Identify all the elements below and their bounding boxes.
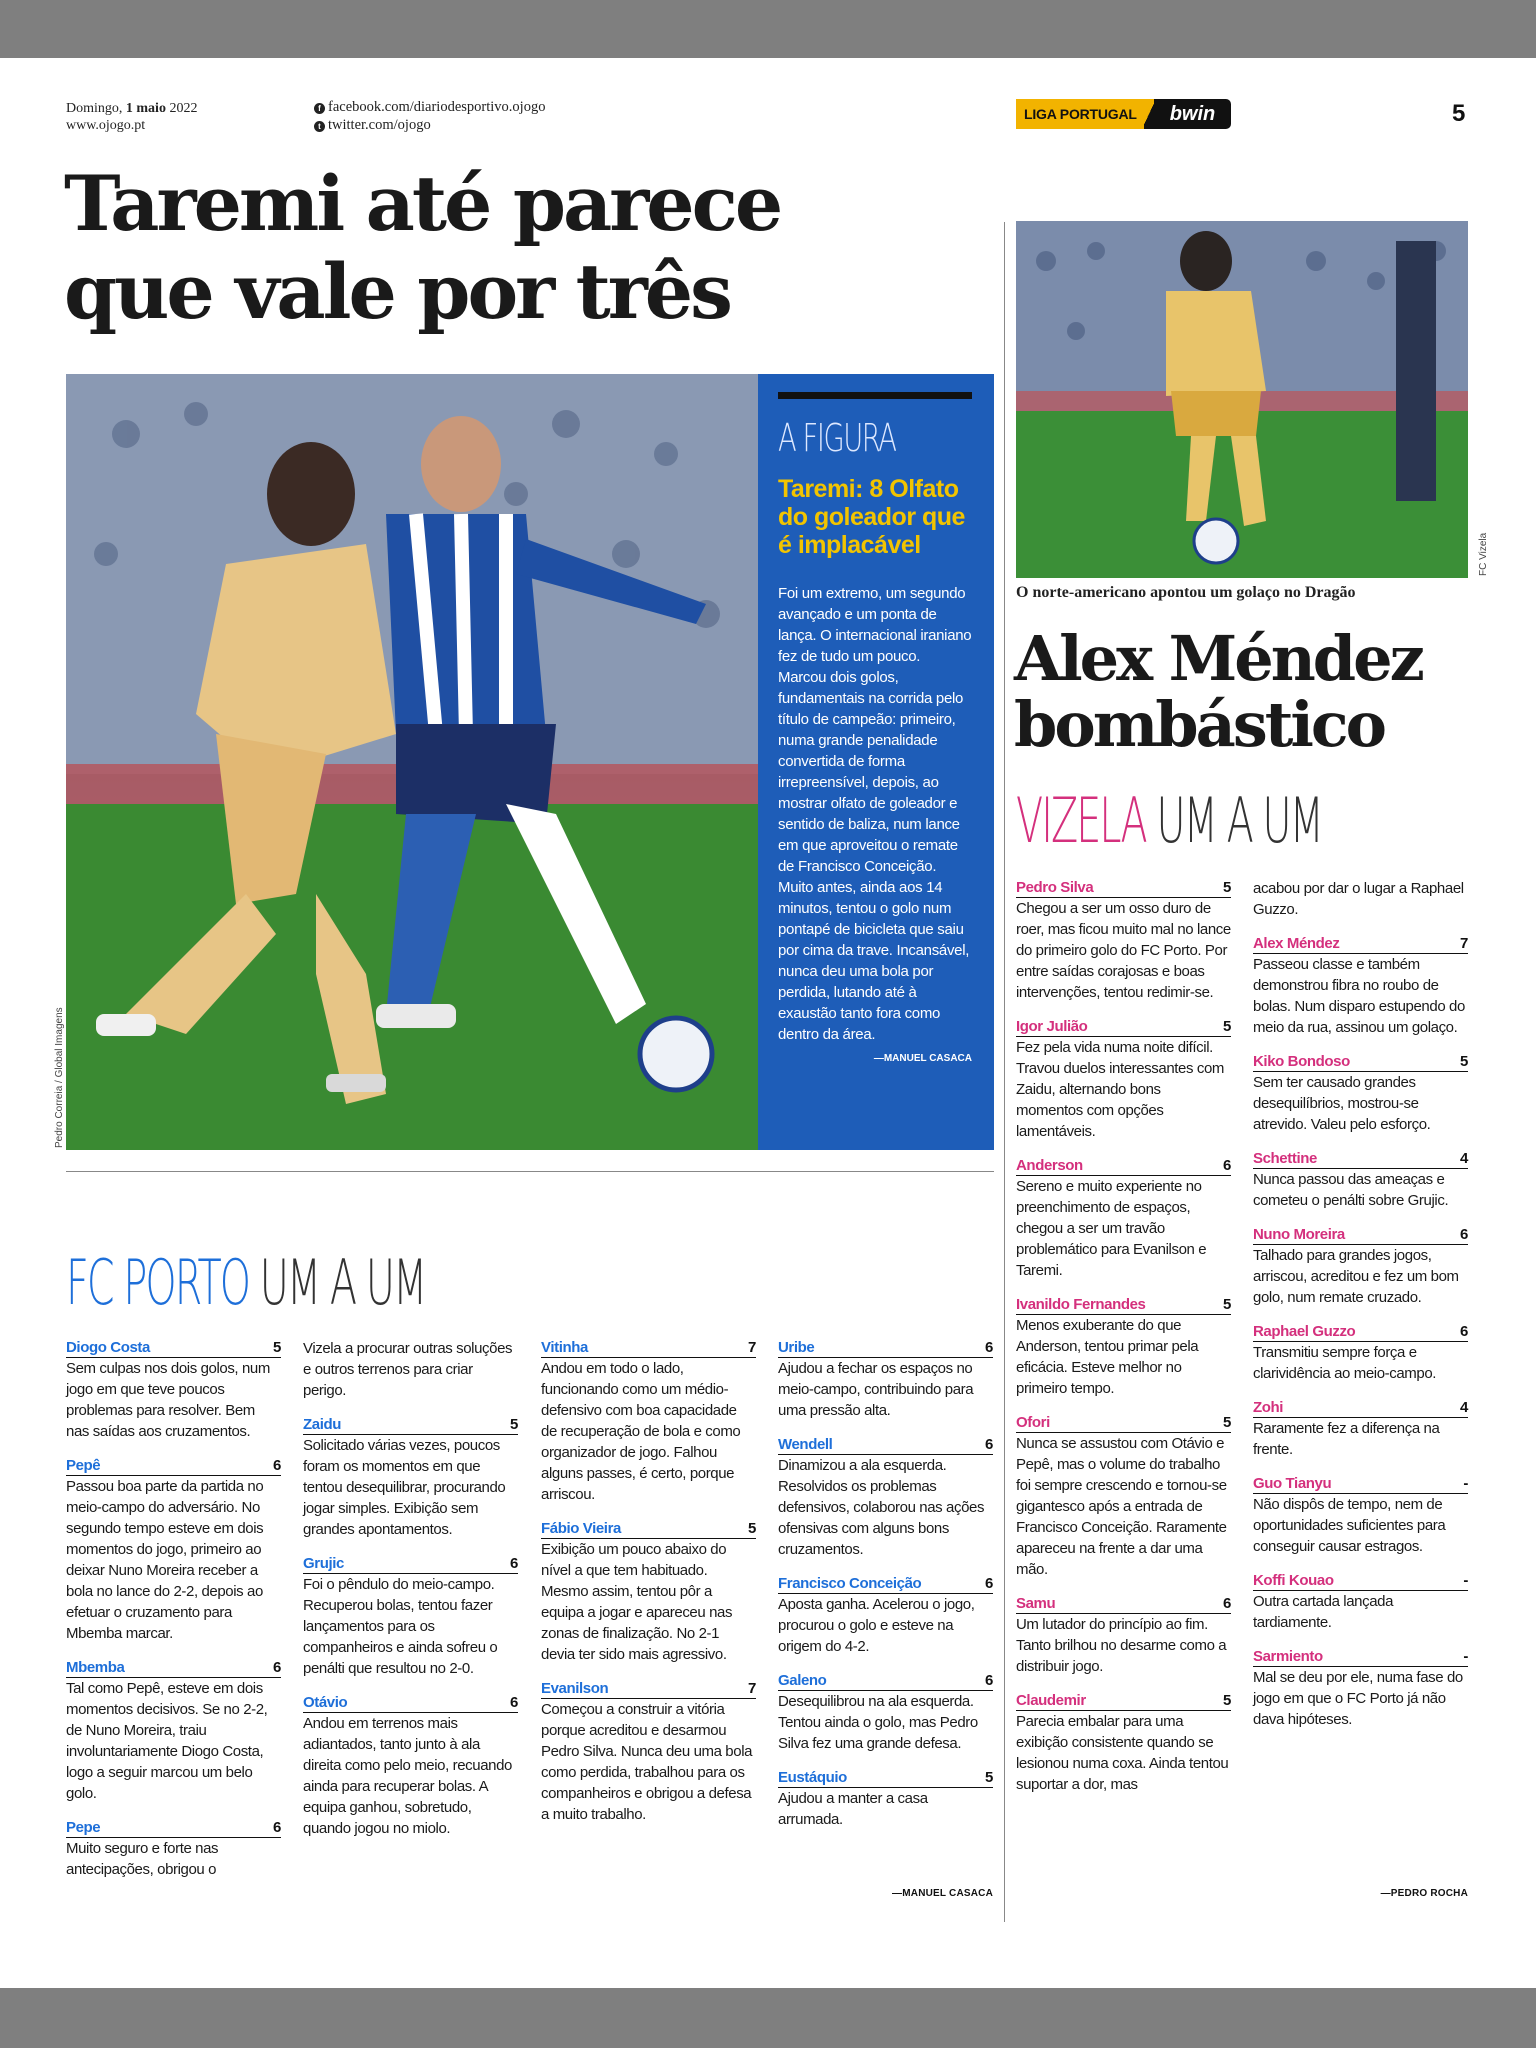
player-name: Koffi Kouao: [1253, 1572, 1334, 1589]
player-name-row: [1253, 1398, 1468, 1418]
side-photo-caption: O norte-americano apontou um golaço no Dragão: [1016, 584, 1356, 601]
player-name: Francisco Conceição: [778, 1575, 922, 1592]
player-score: 6: [273, 1457, 281, 1474]
porto-title-rest: UM A UM: [259, 1246, 426, 1319]
player-rating: [1016, 1295, 1231, 1399]
player-score: 6: [273, 1659, 281, 1676]
player-comment: Muito seguro e forte nas antecipações, obrigou o: [66, 1840, 219, 1878]
player-name: Diogo Costa: [66, 1339, 150, 1356]
player-illustration: [1016, 221, 1468, 578]
player-rating: [303, 1554, 518, 1679]
player-score: 6: [510, 1694, 518, 1711]
player-name-row: [1016, 1295, 1231, 1315]
player-name-row: [303, 1554, 518, 1574]
player-rating: [541, 1338, 756, 1505]
section-divider: [66, 1171, 994, 1172]
player-comment: Exibição um pouco abaixo do nível a que tem habituado. Mesmo assim, tentou pôr a equipa a jogar e apareceu nas zonas de finalização. No 2-1 devia ter sido mais agressivo.: [541, 1541, 733, 1663]
player-name-row: [778, 1338, 993, 1358]
player-name-row: [1253, 1571, 1468, 1591]
player-rating: [1253, 1398, 1468, 1460]
player-score: 6: [1223, 1595, 1231, 1612]
player-name: Otávio: [303, 1694, 348, 1711]
column-divider: [1004, 222, 1005, 1922]
viewer-top-bar: [0, 0, 1536, 58]
figura-title: Taremi: 8 Olfato do goleador que é implacável: [778, 475, 965, 559]
player-name-row: [66, 1456, 281, 1476]
player-name: Anderson: [1016, 1157, 1083, 1174]
player-comment: Chegou a ser um osso duro de roer, mas ficou muito mal no lance do primeiro golo do FC Porto. Por entre saídas corajosas e boas intervenções, tentou redimir-se.: [1016, 900, 1231, 1001]
player-comment: Andou em todo o lado, funcionando como um médio-defensivo com boa capacidade de recuperação de bola e como organizador de jogo. Falhou alguns passes, é certo, porque arriscou.: [541, 1360, 741, 1503]
player-rating: [778, 1338, 993, 1421]
player-rating: [1016, 1413, 1231, 1580]
player-score: -: [1463, 1648, 1468, 1665]
player-name-row: [1016, 1156, 1231, 1176]
player-score: 7: [748, 1339, 756, 1356]
player-rating: [1016, 1017, 1231, 1142]
player-score: 6: [985, 1436, 993, 1453]
date-bold: 1 maio: [125, 101, 166, 116]
player-name: Claudemir: [1016, 1692, 1086, 1709]
date-year: 2022: [169, 101, 198, 116]
website: www.ojogo.pt: [66, 118, 146, 133]
player-comment: Ajudou a fechar os espaços no meio-campo, contribuindo para uma pressão alta.: [778, 1360, 974, 1419]
player-name: Mbemba: [66, 1659, 125, 1676]
player-score: 5: [1223, 1018, 1231, 1035]
player-name: Evanilson: [541, 1680, 609, 1697]
player-score: 6: [273, 1819, 281, 1836]
player-score: 6: [1460, 1323, 1468, 1340]
player-name-row: [778, 1671, 993, 1691]
player-score: 6: [985, 1575, 993, 1592]
player-name: Galeno: [778, 1672, 827, 1689]
player-comment: Outra cartada lançada tardiamente.: [1253, 1593, 1394, 1631]
player-score: 6: [985, 1672, 993, 1689]
player-rating: [66, 1338, 281, 1442]
porto-signature: —MANUEL CASACA: [892, 1888, 993, 1899]
player-rating: [1253, 1571, 1468, 1633]
player-rating: [1253, 1474, 1468, 1557]
figura-rule: [778, 392, 972, 399]
player-score: 5: [1223, 1692, 1231, 1709]
facebook-icon: f: [314, 103, 325, 114]
player-name: Guo Tianyu: [1253, 1475, 1332, 1492]
player-rating: [1253, 1052, 1468, 1135]
player-comment: Um lutador do princípio ao fim. Tanto brilhou no desarme como a distribuir jogo.: [1016, 1616, 1227, 1675]
player-name: Alex Méndez: [1253, 935, 1340, 952]
player-name-row: [541, 1519, 756, 1539]
player-name-row: [778, 1574, 993, 1594]
side-photo-credit: FC Vizela: [1478, 532, 1489, 576]
player-rating: [1253, 934, 1468, 1038]
player-rating: [1253, 1225, 1468, 1308]
player-name-row: [1016, 1691, 1231, 1711]
player-comment: Andou em terrenos mais adiantados, tanto junto à ala direita como pelo meio, recuando ainda para recuperar bolas. A equipa ganhou, sobretudo, quando jogou no miolo.: [303, 1715, 512, 1837]
player-name-row: [303, 1693, 518, 1713]
player-comment: Não dispôs de tempo, nem de oportunidades suficientes para conseguir causar estragos.: [1253, 1496, 1446, 1555]
player-name-row: [66, 1338, 281, 1358]
player-name-row: [1016, 878, 1231, 898]
main-headline: Taremi até parece que vale por três: [64, 159, 781, 336]
player-comment: Sem culpas nos dois golos, num jogo em que teve poucos problemas para resolver. Bem nas saídas aos cruzamentos.: [66, 1360, 270, 1440]
player-name: Schettine: [1253, 1150, 1317, 1167]
porto-col2-lead: Vizela a procurar outras soluções e outros terrenos para criar perigo.: [303, 1340, 513, 1399]
player-score: 5: [273, 1339, 281, 1356]
figura-body: Foi um extremo, um segundo avançado e um ponta de lança. O internacional iraniano fez de tudo um pouco. Marcou dois golos, fundamentais na corrida pelo título de campeão: primeiro, numa grande penalidade convertida de forma irrepreensível, depois, ao mostrar olfato de goleador e sentido de baliza, num lance em que aproveitou o remate de Francisco Conceição. Muito antes, ainda aos 14 minutos, tentou o golo num pontapé de bicicleta que saiu por cima da trave. Incansável, nunca deu uma bola por perdida, lutando até à exaustão tanto fora como dentro da área.: [778, 585, 972, 1043]
player-name: Pepê: [66, 1457, 101, 1474]
player-rating: [66, 1658, 281, 1804]
player-score: 7: [748, 1680, 756, 1697]
side-headline: Alex Méndez bombástico: [1014, 622, 1422, 761]
player-name: Zohi: [1253, 1399, 1284, 1416]
player-name: Grujic: [303, 1555, 344, 1572]
vizela-signature: —PEDRO ROCHA: [1380, 1888, 1468, 1899]
date-prefix: Domingo,: [66, 101, 123, 116]
player-comment: Menos exuberante do que Anderson, tentou primar pela eficácia. Esteve melhor no primeiro tempo.: [1016, 1317, 1199, 1397]
player-rating: [66, 1818, 281, 1880]
player-score: 6: [510, 1555, 518, 1572]
player-name: Eustáquio: [778, 1769, 847, 1786]
player-rating: [541, 1519, 756, 1665]
player-rating: [1016, 1594, 1231, 1677]
vizela-col2-lead: acabou por dar o lugar a Raphael Guzzo.: [1253, 880, 1464, 918]
porto-column-3: [541, 1338, 756, 1839]
main-photo: [66, 374, 758, 1150]
player-name-row: [1016, 1413, 1231, 1433]
player-score: 5: [1460, 1053, 1468, 1070]
player-comment: Transmitiu sempre força e clarividência ao meio-campo.: [1253, 1344, 1437, 1382]
player-rating: [1253, 1647, 1468, 1730]
league-logo-right: bwin: [1154, 99, 1231, 129]
player-rating: [66, 1456, 281, 1644]
player-score: -: [1463, 1475, 1468, 1492]
player-name-row: [1016, 1017, 1231, 1037]
player-score: 6: [985, 1339, 993, 1356]
player-rating: [778, 1671, 993, 1754]
player-score: 5: [748, 1520, 756, 1537]
player-name-row: [1253, 934, 1468, 954]
player-name: Pedro Silva: [1016, 879, 1094, 896]
player-rating: [1016, 1691, 1231, 1795]
date-line: [66, 100, 197, 134]
player-name-row: [1253, 1474, 1468, 1494]
player-comment: Sem ter causado grandes desequilíbrios, mostrou-se atrevido. Valeu pelo esforço.: [1253, 1074, 1431, 1133]
player-score: 6: [1460, 1226, 1468, 1243]
player-name-row: [778, 1435, 993, 1455]
player-score: 4: [1460, 1150, 1468, 1167]
facebook-link: facebook.com/diariodesportivo.ojogo: [328, 99, 546, 115]
league-logo-left: LIGA PORTUGAL: [1016, 99, 1144, 129]
player-comment: Sereno e muito experiente no preenchimento de espaços, chegou a ser um travão problemático para Evanilson e Taremi.: [1016, 1178, 1207, 1279]
page-number: 5: [1452, 100, 1466, 127]
player-name: Zaidu: [303, 1416, 341, 1433]
player-name-row: [66, 1658, 281, 1678]
player-name: Fábio Vieira: [541, 1520, 621, 1537]
porto-column-2: [303, 1338, 518, 1853]
player-score: 7: [1460, 935, 1468, 952]
player-name: Vitinha: [541, 1339, 588, 1356]
player-score: 6: [1223, 1157, 1231, 1174]
twitter-icon: t: [314, 121, 325, 132]
player-name-row: [541, 1338, 756, 1358]
players-illustration: [66, 374, 758, 1150]
player-rating: [1253, 1149, 1468, 1211]
player-comment: Passeou classe e também demonstrou fibra no roubo de bolas. Num disparo estupendo do meio da rua, assinou um golaço.: [1253, 956, 1465, 1036]
player-name: Kiko Bondoso: [1253, 1053, 1350, 1070]
figura-kicker: A FIGURA: [778, 416, 896, 460]
player-comment: Fez pela vida numa noite difícil. Travou duelos interessantes com Zaidu, alternando bons momentos com opções lamentáveis.: [1016, 1039, 1224, 1140]
figura-signature: —MANUEL CASACA: [873, 1053, 972, 1064]
player-score: 5: [1223, 1296, 1231, 1313]
player-comment: Nunca passou das ameaças e cometeu o penálti sobre Grujic.: [1253, 1171, 1449, 1209]
social-links: [314, 98, 545, 134]
vizela-title-team: VIZELA: [1016, 784, 1146, 857]
vizela-column-1: [1016, 878, 1231, 1809]
player-name: Samu: [1016, 1595, 1056, 1612]
viewer-bottom-bar: [0, 1988, 1536, 2048]
side-photo: [1016, 221, 1468, 578]
player-rating: [778, 1768, 993, 1830]
player-comment: Dinamizou a ala esquerda. Resolvidos os problemas defensivos, colaborou nas ações ofensivas com alguns bons cruzamentos.: [778, 1457, 985, 1558]
player-name: Pepe: [66, 1819, 101, 1836]
player-name: Raphael Guzzo: [1253, 1323, 1356, 1340]
player-name: Uribe: [778, 1339, 815, 1356]
player-name: Ivanildo Fernandes: [1016, 1296, 1146, 1313]
player-name-row: [303, 1415, 518, 1435]
player-name-row: [1253, 1052, 1468, 1072]
player-rating: [303, 1693, 518, 1839]
player-comment: Aposta ganha. Acelerou o jogo, procurou o golo e esteve na origem do 4-2.: [778, 1596, 975, 1655]
player-comment: Passou boa parte da partida no meio-campo do adversário. No segundo tempo esteve em dois momentos do jogo, primeiro ao deixar Nuno Moreira receber a bola no lance do 2-2, depois ao efetuar o cruzamento para Mbemba marcar.: [66, 1478, 264, 1642]
player-name-row: [778, 1768, 993, 1788]
player-comment: Tal como Pepê, esteve em dois momentos decisivos. Se no 2-2, de Nuno Moreira, traiu involuntariamente Diogo Costa, logo a seguir marcou um belo golo.: [66, 1680, 268, 1802]
porto-column-4: [778, 1338, 993, 1844]
player-name: Nuno Moreira: [1253, 1226, 1345, 1243]
player-name: Ofori: [1016, 1414, 1050, 1431]
league-logo: [1016, 99, 1231, 129]
main-photo-credit: Pedro Correia / Global Imagens: [54, 1007, 65, 1148]
player-comment: Raramente fez a diferença na frente.: [1253, 1420, 1440, 1458]
player-name-row: [1253, 1225, 1468, 1245]
player-comment: Nunca se assustou com Otávio e Pepê, mas o volume do trabalho foi sempre crescendo e tornou-se gigantesco após a entrada de Francisco Conceição. Raramente apareceu na frente a dar uma mão.: [1016, 1435, 1227, 1578]
player-name: Sarmiento: [1253, 1648, 1323, 1665]
player-name-row: [541, 1679, 756, 1699]
player-name: Wendell: [778, 1436, 833, 1453]
player-score: -: [1463, 1572, 1468, 1589]
player-comment: Solicitado várias vezes, poucos foram os momentos em que tentou desequilibrar, procurando jogar simples. Exibição sem grandes apontamentos.: [303, 1437, 506, 1538]
player-score: 5: [985, 1769, 993, 1786]
player-comment: Parecia embalar para uma exibição consistente quando se lesionou numa coxa. Ainda tentou suportar a dor, mas: [1016, 1713, 1229, 1793]
player-comment: Começou a construir a vitória porque acreditou e desarmou Pedro Silva. Nunca deu uma bola como perdida, trabalhou para os companheiros e obrigou a defesa a muito trabalho.: [541, 1701, 753, 1823]
vizela-section-title: [1016, 786, 1322, 856]
player-name: Igor Julião: [1016, 1018, 1088, 1035]
player-comment: Mal se deu por ele, numa fase do jogo em que o FC Porto já não dava hipóteses.: [1253, 1669, 1463, 1728]
player-rating: [541, 1679, 756, 1825]
porto-section-title: [66, 1248, 425, 1318]
player-score: 5: [1223, 1414, 1231, 1431]
player-name-row: [1016, 1594, 1231, 1614]
player-comment: Talhado para grandes jogos, arriscou, acreditou e fez um bom golo, num remate cruzado.: [1253, 1247, 1459, 1306]
player-name-row: [1253, 1647, 1468, 1667]
player-rating: [1016, 878, 1231, 1003]
player-comment: Foi o pêndulo do meio-campo. Recuperou bolas, tentou fazer lançamentos para os companheiros e ainda sofreu o penálti que resultou no 2-0.: [303, 1576, 498, 1677]
twitter-link: twitter.com/ojogo: [328, 117, 431, 133]
player-rating: [1253, 1322, 1468, 1384]
player-rating: [303, 1415, 518, 1540]
figura-box: [758, 374, 994, 1150]
porto-title-team: FC PORTO: [66, 1246, 250, 1319]
player-score: 5: [510, 1416, 518, 1433]
player-rating: [778, 1574, 993, 1657]
player-name-row: [1253, 1149, 1468, 1169]
vizela-column-2: [1253, 878, 1468, 1744]
player-score: 5: [1223, 879, 1231, 896]
player-rating: [1016, 1156, 1231, 1281]
player-name-row: [1253, 1322, 1468, 1342]
player-score: 4: [1460, 1399, 1468, 1416]
player-rating: [778, 1435, 993, 1560]
vizela-title-rest: UM A UM: [1156, 784, 1322, 857]
player-comment: Desequilibrou na ala esquerda. Tentou ainda o golo, mas Pedro Silva fez uma grande defesa.: [778, 1693, 978, 1752]
player-comment: Ajudou a manter a casa arrumada.: [778, 1790, 928, 1828]
player-name-row: [66, 1818, 281, 1838]
porto-column-1: [66, 1338, 281, 1894]
